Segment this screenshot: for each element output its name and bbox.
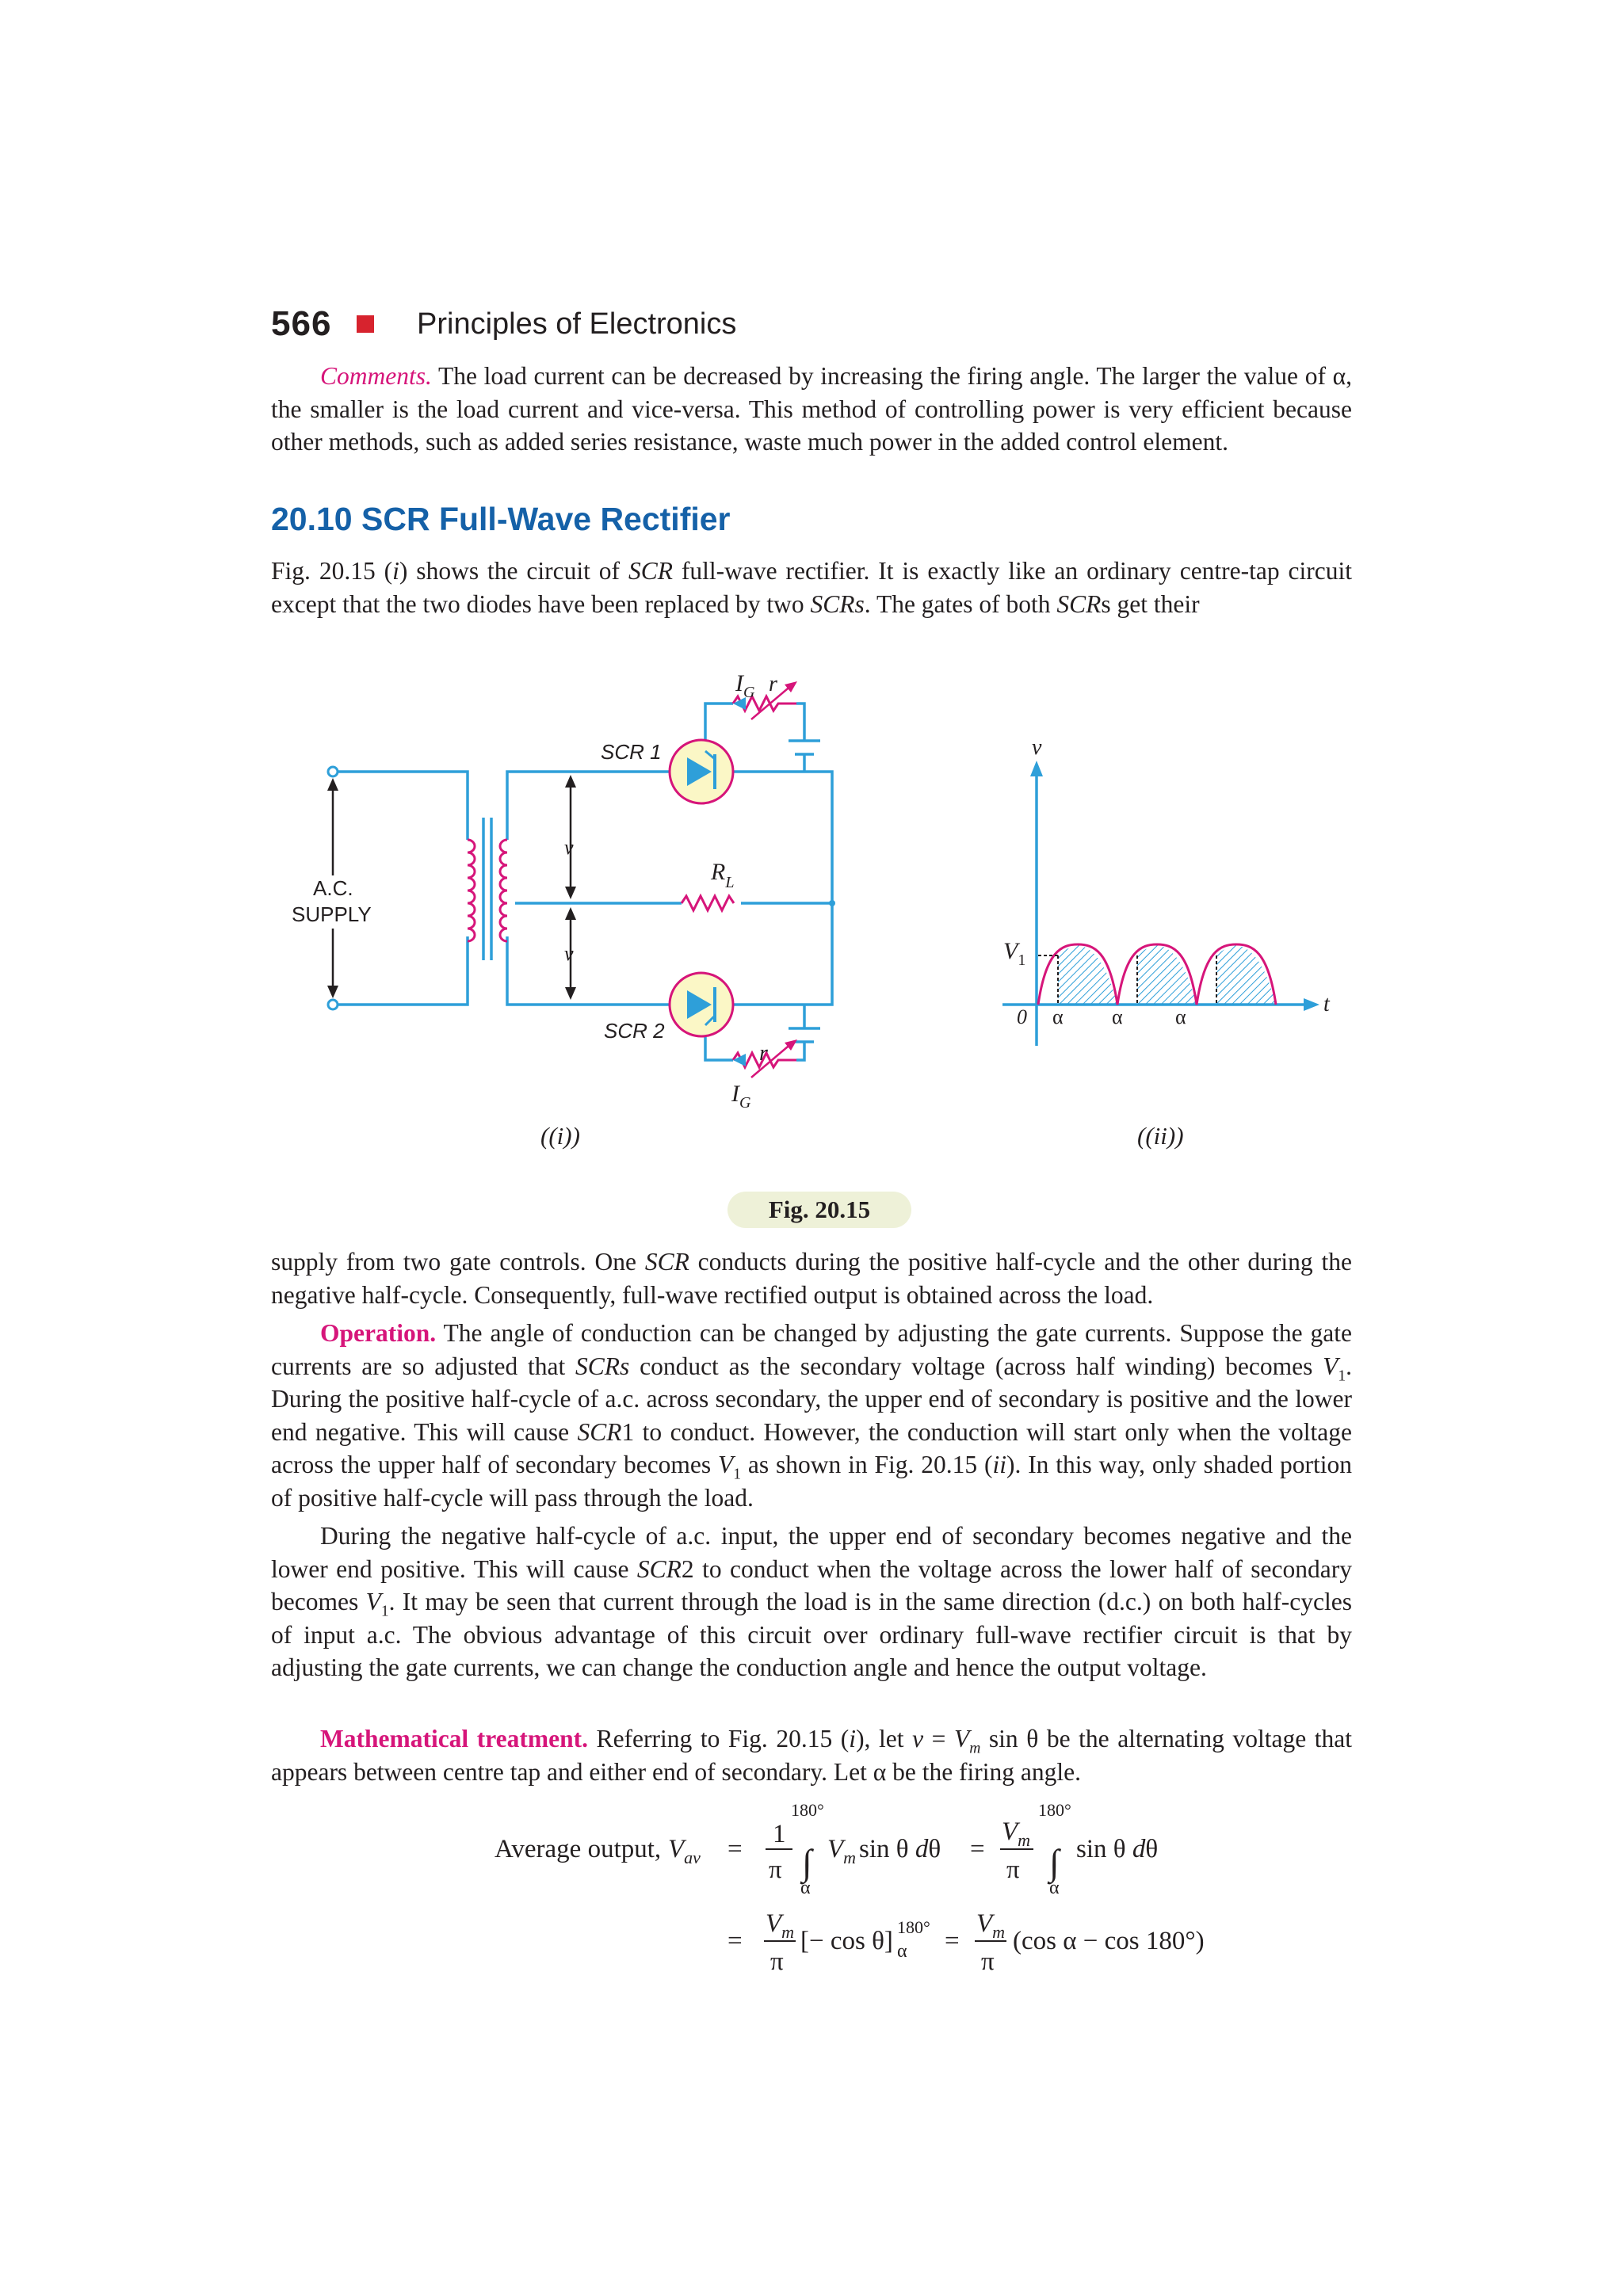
eq-pi-3: π (770, 1947, 784, 1976)
eq-cos-expression: (cos α − cos 180°) (1013, 1927, 1205, 1955)
eq-pi-1: π (769, 1855, 782, 1884)
integral-icon-2: ∫ (1049, 1842, 1060, 1882)
comments-text: The load current can be decreased by increasing the firing angle. The larger the value of α, the smaller is the load current and vice-versa. This method of controlling power is very efficient because other methods, such as added series resistance, waste much power in the added control element. (271, 362, 1352, 456)
load-junction (829, 900, 835, 906)
figure-sublabel-ii: ((ii)) (1137, 1122, 1184, 1150)
supply-terminal-bottom (328, 1000, 338, 1009)
eq-label: Average output, (495, 1835, 662, 1863)
shaded-region-3 (1216, 945, 1276, 1005)
eq-equals-4: = (945, 1927, 960, 1955)
scr2-symbol (670, 973, 733, 1036)
supply-arrow-down-icon (327, 986, 338, 998)
alpha-label-1: α (1052, 1005, 1064, 1028)
supply-label-line2: SUPPLY (292, 902, 372, 926)
v-axis-arrow-icon (1030, 761, 1043, 776)
ig2-label: $I_G$ (731, 1081, 751, 1112)
supply-label-line1: A.C. (313, 876, 353, 900)
origin-label: 0 (1017, 1005, 1027, 1028)
scr1-label: SCR 1 (601, 740, 662, 764)
negative-cycle-paragraph: During the negative half-cycle of a.c. input, the upper end of secondary becomes negative and the lower end positive. This will cause SCR2 to conduct when the voltage across the lower half of secondary becomes $V_1$. It may be seen that current through the load is in the same direction (d.c.) on both half-cycles of input a.c. The obvious advantage of this circuit over ordinary full-wave rectifier circuit is that by adjusting the gate currents, we can change the conduction angle and hence the output voltage. (271, 1522, 1352, 1681)
shaded-region-1 (1058, 945, 1117, 1005)
primary-top-wire (333, 772, 468, 840)
operation-lead: Operation. (320, 1319, 437, 1347)
intro-paragraph: Fig. 20.15 (i) shows the circuit of SCR full-wave rectifier. It is exactly like an ordinary centre-tap circuit except that the two diodes have been replaced by two SCRs. The gates of both SCRs get their (271, 557, 1352, 618)
v-axis-label: v (1032, 735, 1042, 760)
supply-terminal-top (328, 767, 338, 776)
scr1-symbol (670, 740, 733, 803)
secondary-coil (500, 840, 507, 941)
t-axis-arrow-icon (1304, 998, 1319, 1011)
eq-vm-3: $V_m$ (766, 1909, 795, 1942)
ig1-label: $I_G$ (735, 670, 755, 701)
eq-pi-4: π (981, 1947, 995, 1976)
eq-integrand-2: sin θ dθ (1076, 1835, 1159, 1863)
scr-rectifier-circuit (277, 658, 880, 1117)
load-resistor (682, 896, 734, 910)
eq-vm-4: $V_m$ (976, 1909, 1006, 1942)
eq-lower-2: α (1049, 1878, 1060, 1898)
eq-equals-2: = (970, 1835, 985, 1863)
output-rail (729, 772, 832, 1005)
shaded-region-2 (1137, 945, 1197, 1005)
scr2-label: SCR 2 (604, 1019, 665, 1043)
alpha-label-3: α (1175, 1005, 1186, 1028)
v-lower-label: v (564, 942, 574, 965)
v1-label: $V_1$ (1003, 938, 1026, 969)
average-output-equation (475, 1791, 1268, 1997)
eq-lower-1: α (800, 1878, 811, 1898)
supply-arrow-up-icon (327, 778, 338, 791)
secondary-bottom-wire (507, 936, 674, 1005)
output-waveform-graph (983, 729, 1347, 1077)
eq-one: 1 (773, 1820, 786, 1848)
eq-pi-2: π (1006, 1855, 1020, 1884)
figure-sublabel-i: ((i)) (540, 1122, 580, 1150)
section-heading: 20.10 SCR Full-Wave Rectifier (271, 501, 731, 537)
eq-upper-3: 180° (897, 1917, 930, 1937)
secondary-top-wire (507, 772, 674, 840)
header-square-icon (357, 315, 374, 333)
figure-caption: Fig. 20.15 (727, 1192, 911, 1228)
gate1-battery-wire (796, 704, 804, 741)
eq-integrand-1: sin θ dθ (859, 1835, 941, 1863)
page-number: 566 (271, 304, 332, 343)
comments-lead: Comments. (320, 362, 432, 390)
math-treatment-lead: Mathematical treatment. (320, 1725, 588, 1753)
primary-coil (468, 840, 475, 941)
primary-bottom-wire (333, 936, 468, 1005)
eq-bracket: [− cos θ] (800, 1927, 893, 1955)
r1-label: r (769, 672, 777, 696)
math-treatment-paragraph: Mathematical treatment. Referring to Fig. 20.15 (i), let $v = V_m$ sin θ be the alternating voltage that appears between centre tap and either end of secondary. Let α be the firing angle. (271, 1725, 1352, 1786)
rl-label: $R_L$ (711, 859, 735, 891)
integral-icon-1: ∫ (802, 1842, 812, 1882)
book-title: Principles of Electronics (417, 307, 737, 341)
eq-upper-1: 180° (791, 1800, 824, 1820)
t-axis-label: t (1323, 992, 1330, 1016)
eq-vm-2: $V_m$ (1002, 1817, 1031, 1850)
eq-upper-2: 180° (1038, 1800, 1071, 1820)
after-figure-paragraph: supply from two gate controls. One SCR conducts during the positive half-cycle and the other during the negative half-cycle. Consequently, full-wave rectified output is obtained across the load. (271, 1248, 1352, 1309)
comments-paragraph (271, 360, 1352, 459)
r2-label: r (759, 1041, 768, 1066)
eq-lower-3: α (897, 1941, 907, 1962)
eq-equals-1: = (727, 1835, 743, 1863)
eq-equals-3: = (727, 1927, 743, 1955)
gate2-battery-wire (796, 1042, 804, 1060)
eq-vav: $V_{av}$ (668, 1835, 701, 1867)
operation-paragraph: Operation. The angle of conduction can be changed by adjusting the gate currents. Suppose the gate currents are so adjusted that SCRs conduct as the secondary voltage (across half winding) becomes $V_1$. During the positive half-cycle of a.c. across secondary, the upper end of secondary is positive and the lower end negative. This will cause SCR1 to conduct. However, the conduction will start only when the voltage across the upper half of secondary becomes $V_1$ as shown in Fig. 20.15 (ii). In this way, only shaded portion of positive half-cycle will pass through the load. (271, 1319, 1352, 1512)
v-upper-label: v (564, 836, 574, 859)
eq-vm-1: $V_m$ (827, 1835, 857, 1867)
alpha-label-2: α (1112, 1005, 1123, 1028)
